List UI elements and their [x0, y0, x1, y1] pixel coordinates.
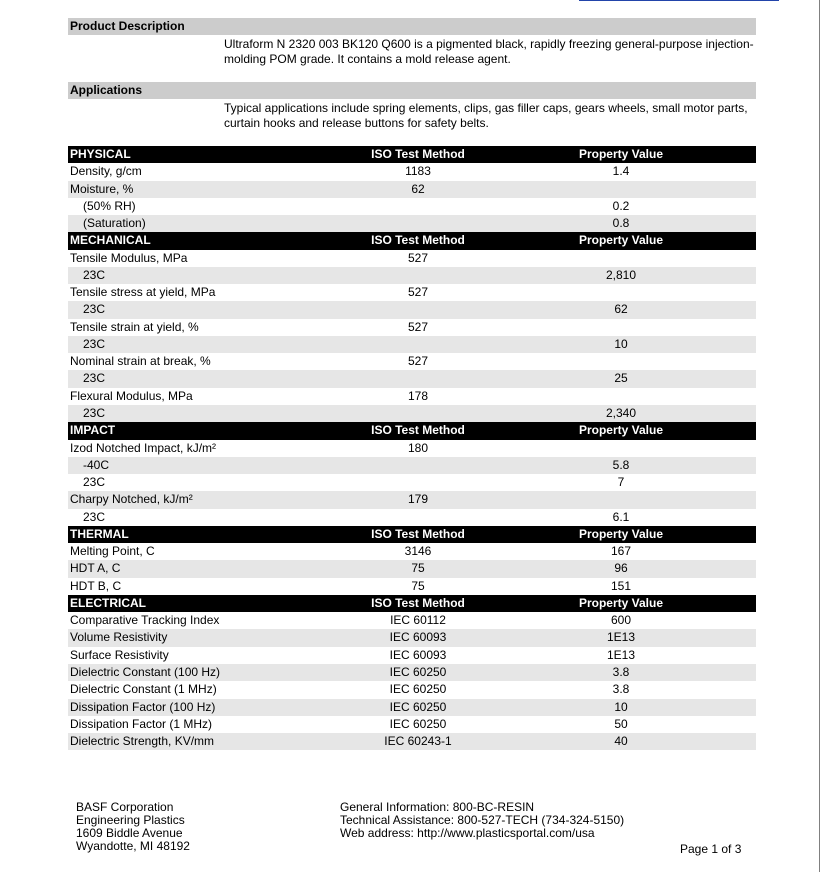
company-city: Wyandotte, MI 48192: [76, 839, 190, 853]
condition-label: 23C: [83, 509, 106, 524]
property-row: [68, 457, 756, 474]
section-title: PHYSICAL: [70, 147, 131, 161]
property-value: 1E13: [606, 630, 636, 645]
product-description-line-1: Ultraform N 2320 003 BK120 Q600 is a pigmented black, rapidly freezing general-purpose injection-: [224, 37, 754, 51]
property-row: [68, 474, 756, 491]
test-method: 527: [407, 319, 429, 334]
property-row: [68, 699, 756, 716]
test-method: 75: [411, 561, 425, 576]
test-method: IEC 60250: [389, 664, 447, 679]
test-method: 527: [407, 250, 429, 265]
property-row: [68, 560, 756, 577]
property-value: 40: [614, 734, 628, 749]
property-value: 10: [614, 336, 628, 351]
test-method: IEC 60250: [389, 699, 447, 714]
property-name: Dielectric Constant (100 Hz): [70, 664, 221, 679]
property-value: 10: [614, 699, 628, 714]
property-row: [68, 388, 756, 405]
product-description-line-2: molding POM grade. It contains a mold release agent.: [224, 52, 511, 66]
section-header-row: [68, 526, 756, 543]
page-right-edge: [819, 0, 820, 872]
property-name: Tensile stress at yield, MPa: [70, 285, 216, 300]
property-value: 5.8: [612, 457, 630, 472]
company-street: 1609 Biddle Avenue: [76, 826, 183, 840]
property-name: Volume Resistivity: [70, 630, 168, 645]
section-title: ELECTRICAL: [70, 595, 146, 610]
applications-line-2: curtain hooks and release buttons for safety belts.: [224, 116, 489, 130]
test-method: 179: [407, 492, 429, 507]
property-name: Izod Notched Impact, kJ/m²: [70, 440, 217, 455]
applications-text: [224, 101, 764, 131]
property-row: [68, 250, 756, 267]
value-column-header: Property Value: [578, 526, 664, 541]
property-row: [68, 578, 756, 595]
method-column-header: ISO Test Method: [371, 147, 465, 161]
test-method: IEC 60093: [389, 647, 447, 662]
condition-label: 23C: [83, 371, 106, 386]
condition-label: 23C: [83, 475, 106, 490]
property-row: [68, 716, 756, 733]
property-name: HDT B, C: [70, 578, 122, 593]
section-header-row: [68, 595, 756, 612]
property-value: 0.8: [612, 216, 630, 231]
property-value: 0.2: [612, 198, 630, 213]
product-description-heading: Product Description: [68, 18, 756, 35]
property-row: [68, 284, 756, 301]
property-name: Dissipation Factor (100 Hz): [70, 699, 216, 714]
property-row: [68, 301, 756, 318]
section-title: IMPACT: [70, 423, 116, 438]
property-value: 1E13: [606, 647, 636, 662]
property-name: Dissipation Factor (1 MHz): [70, 716, 213, 731]
property-value: 2,340: [605, 405, 637, 420]
applications-heading: Applications: [68, 82, 756, 99]
method-column-header: ISO Test Method: [371, 526, 465, 541]
property-row: [68, 215, 756, 232]
property-row: [68, 163, 756, 180]
property-value: 2,810: [605, 267, 637, 282]
property-row: [68, 543, 756, 560]
property-name: Charpy Notched, kJ/m²: [70, 492, 193, 507]
test-method: IEC 60093: [389, 630, 447, 645]
property-value: 167: [610, 544, 632, 559]
section-header-row: [68, 146, 756, 163]
section-header-row: [68, 422, 756, 439]
test-method: 1183: [405, 164, 431, 179]
property-row: [68, 733, 756, 750]
property-name: Comparative Tracking Index: [70, 613, 220, 628]
condition-label: (Saturation): [83, 216, 146, 231]
property-value: 151: [610, 578, 632, 593]
property-row: [68, 370, 756, 387]
property-row: [68, 647, 756, 664]
property-row: [68, 681, 756, 698]
company-division: Engineering Plastics: [76, 813, 185, 827]
test-method: 62: [411, 181, 425, 196]
web-address: Web address: http://www.plasticsportal.com/usa: [340, 826, 595, 840]
test-method: 527: [407, 285, 429, 300]
property-row: [68, 664, 756, 681]
test-method: 3146: [404, 544, 432, 559]
test-method: 75: [411, 578, 425, 593]
property-name: Tensile strain at yield, %: [70, 319, 199, 334]
property-value: 3.8: [612, 682, 630, 697]
property-row: [68, 405, 756, 422]
section-header-row: [68, 232, 756, 249]
product-description-text: [224, 37, 764, 67]
property-row: [68, 491, 756, 508]
condition-label: 23C: [83, 405, 106, 420]
test-method: IEC 60250: [389, 716, 447, 731]
property-value: 3.8: [612, 664, 630, 679]
property-row: [68, 267, 756, 284]
general-information: General Information: 800-BC-RESIN: [340, 800, 535, 814]
test-method: IEC 60243-1: [384, 734, 452, 749]
properties-table: [68, 146, 756, 750]
condition-label: 23C: [83, 267, 106, 282]
property-row: [68, 509, 756, 526]
value-column-header: Property Value: [578, 233, 664, 248]
property-value: 62: [614, 302, 628, 317]
section-title: MECHANICAL: [70, 233, 151, 248]
company-name: BASF Corporation: [76, 800, 174, 814]
property-row: [68, 319, 756, 336]
property-row: [68, 612, 756, 629]
test-method: 527: [407, 354, 429, 369]
property-value: 96: [614, 561, 628, 576]
company-address: [76, 801, 190, 853]
contact-info: [340, 801, 624, 840]
property-value: 1.4: [612, 164, 630, 179]
property-name: Moisture, %: [70, 181, 134, 196]
property-name: Tensile Modulus, MPa: [70, 250, 188, 265]
method-column-header: ISO Test Method: [371, 233, 465, 248]
property-row: [68, 440, 756, 457]
property-row: [68, 198, 756, 215]
condition-label: (50% RH): [83, 198, 136, 213]
applications-line-1: Typical applications include spring elements, clips, gas filler caps, gears wheels, small motor parts,: [224, 101, 748, 115]
test-method: 180: [407, 440, 429, 455]
property-name: Dielectric Constant (1 MHz): [70, 682, 217, 697]
test-method: IEC 60250: [389, 682, 447, 697]
property-name: Nominal strain at break, %: [70, 354, 211, 369]
test-method: IEC 60112: [390, 613, 446, 628]
top-edge-line: [579, 0, 779, 1]
property-name: Flexural Modulus, MPa: [70, 388, 193, 403]
property-row: [68, 629, 756, 646]
property-value: 6.1: [612, 509, 630, 524]
property-row: [68, 353, 756, 370]
section-title: THERMAL: [70, 526, 129, 541]
property-value: 600: [610, 613, 632, 628]
condition-label: 23C: [83, 336, 106, 351]
property-name: Melting Point, C: [70, 544, 155, 559]
property-value: 25: [614, 371, 628, 386]
property-value: 7: [617, 475, 625, 490]
property-row: [68, 181, 756, 198]
value-column-header: Property Value: [578, 147, 664, 161]
method-column-header: ISO Test Method: [371, 423, 465, 438]
test-method: 178: [407, 388, 429, 403]
property-name: Surface Resistivity: [70, 647, 169, 662]
property-row: [68, 336, 756, 353]
property-name: Dielectric Strength, KV/mm: [70, 734, 215, 749]
property-value: 50: [614, 716, 628, 731]
technical-assistance: Technical Assistance: 800-527-TECH (734-324-5150): [340, 813, 625, 827]
value-column-header: Property Value: [578, 595, 664, 610]
method-column-header: ISO Test Method: [371, 595, 465, 610]
condition-label: 23C: [83, 302, 106, 317]
property-name: Density, g/cm: [70, 164, 142, 179]
page-number: Page 1 of 3: [680, 842, 742, 856]
value-column-header: Property Value: [578, 423, 664, 438]
condition-label: -40C: [83, 457, 110, 472]
property-name: HDT A, C: [70, 561, 121, 576]
